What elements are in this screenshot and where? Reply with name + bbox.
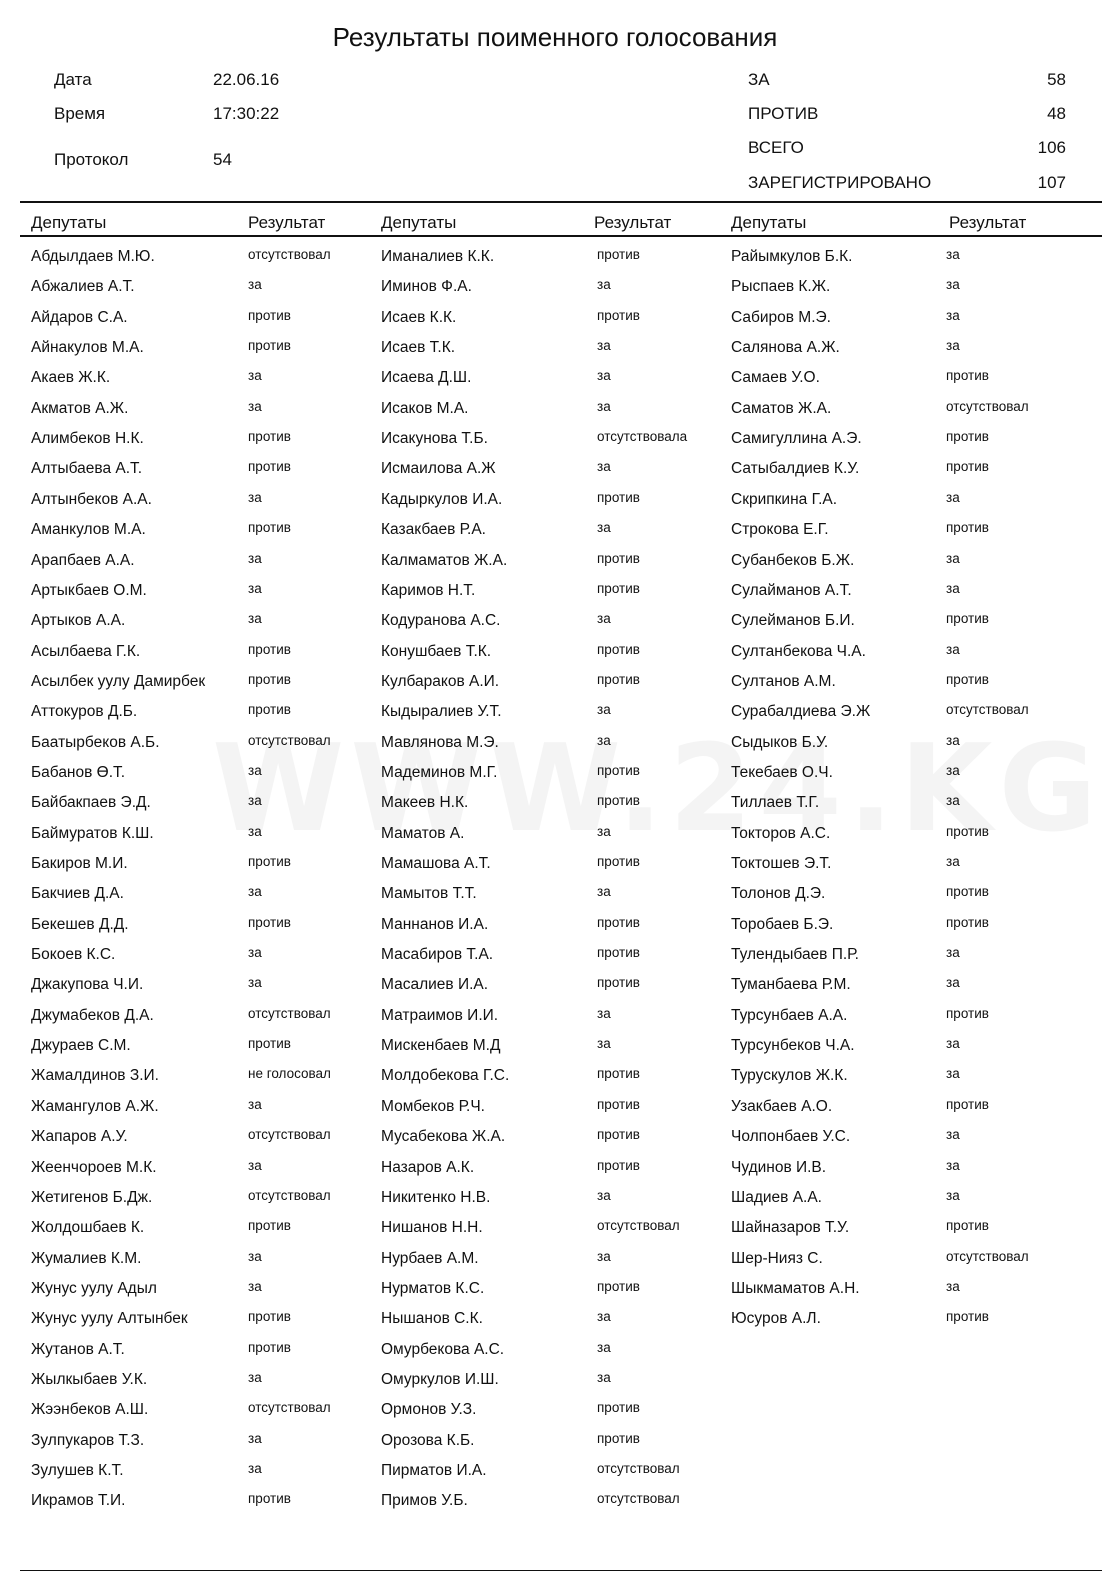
- vote-result: против: [248, 338, 291, 354]
- deputy-name: Арапбаев А.А.: [31, 551, 135, 569]
- deputy-name: Кодуранова А.С.: [381, 612, 501, 630]
- deputy-name: Абжалиев А.Т.: [31, 278, 135, 296]
- vote-result: против: [946, 1218, 989, 1234]
- deputy-name: Джураев С.М.: [31, 1037, 131, 1055]
- deputy-name: Момбеков Р.Ч.: [381, 1097, 485, 1115]
- deputy-name: Чудинов И.В.: [731, 1158, 827, 1176]
- za-value: 58: [1047, 70, 1066, 89]
- deputy-name: Райымкулов Б.К.: [731, 248, 853, 265]
- vote-result: за: [248, 762, 262, 778]
- deputy-name: Масалиев И.А.: [381, 976, 489, 994]
- deputy-name: Жамалдинов З.И.: [31, 1067, 159, 1085]
- vote-result: отсутствовал: [597, 1461, 680, 1476]
- deputy-name: Нурбаев А.М.: [381, 1249, 479, 1267]
- vote-result: за: [946, 732, 960, 748]
- deputy-name: Алимбеков Н.К.: [31, 430, 144, 448]
- vote-result: против: [597, 641, 640, 657]
- vote-result: за: [946, 1187, 960, 1203]
- deputy-name: Текебаев О.Ч.: [731, 763, 833, 781]
- vote-result: за: [946, 854, 960, 869]
- vote-result: против: [946, 1005, 989, 1021]
- vote-result: против: [597, 489, 640, 505]
- vote-result: за: [248, 489, 262, 505]
- vote-result: против: [597, 945, 640, 961]
- vote-result: против: [597, 854, 640, 869]
- vote-result: против: [597, 671, 640, 687]
- col2-header-deputies: Депутаты: [381, 213, 457, 232]
- deputy-name: Исаева Д.Ш.: [381, 369, 472, 387]
- vote-result: за: [248, 580, 262, 596]
- vote-result: против: [248, 641, 291, 657]
- deputy-name: Акаев Ж.К.: [31, 369, 111, 387]
- deputy-name: Жапаров А.У.: [31, 1128, 128, 1146]
- header-bottom-rule: [20, 235, 1102, 237]
- deputy-name: Артыков А.А.: [31, 612, 126, 630]
- deputy-name: Матраимов И.И.: [381, 1006, 499, 1024]
- deputy-name: Кадыркулов И.А.: [381, 490, 503, 508]
- deputy-name: Рыспаев К.Ж.: [731, 278, 831, 296]
- deputy-name: Тиллаев Т.Г.: [731, 794, 820, 812]
- vote-result: против: [946, 520, 989, 536]
- deputy-name: Мамытов Т.Т.: [381, 885, 477, 903]
- deputy-name: Байбакпаев Э.Д.: [31, 794, 151, 812]
- vote-result: против: [248, 520, 291, 536]
- deputy-name: Макеев Н.К.: [381, 794, 469, 812]
- deputy-name: Сабиров М.Э.: [731, 308, 831, 326]
- deputy-name: Жылкыбаев У.К.: [31, 1370, 148, 1388]
- deputy-name: Мискенбаев М.Д: [381, 1037, 501, 1055]
- vote-result: не голосовал: [248, 1066, 331, 1082]
- vote-result: за: [597, 732, 611, 748]
- vote-result: за: [946, 945, 960, 961]
- vote-result: за: [597, 338, 611, 354]
- col1-header-result: Результат: [248, 213, 326, 232]
- vote-result: против: [597, 580, 640, 596]
- vote-result: за: [248, 1157, 262, 1173]
- deputy-name: Шер-Нияз С.: [731, 1249, 823, 1267]
- vote-result: против: [248, 1036, 291, 1052]
- deputy-name: Бокоев К.С.: [31, 946, 116, 964]
- vote-result: против: [248, 702, 291, 718]
- time-value: 17:30:22: [213, 104, 280, 123]
- deputy-name: Торобаев Б.Э.: [731, 915, 834, 933]
- vote-result: отсутствовал: [597, 1491, 680, 1507]
- deputy-name: Толонов Д.Э.: [731, 885, 826, 903]
- deputy-name: Исаков М.А.: [381, 399, 469, 417]
- deputy-name: Жумалиев К.М.: [31, 1249, 142, 1267]
- vote-result: отсутствовал: [248, 1005, 331, 1021]
- vote-result: за: [946, 307, 960, 323]
- deputy-name: Аманкулов М.А.: [31, 521, 146, 539]
- deputy-name: Маннанов И.А.: [381, 915, 489, 933]
- vote-result: против: [248, 307, 291, 323]
- page-bottom-rule: [20, 1570, 1102, 1571]
- col3-header-result: Результат: [949, 213, 1027, 232]
- deputy-name: Конушбаев Т.К.: [381, 642, 492, 660]
- vote-result: за: [248, 884, 262, 900]
- vote-result: за: [597, 459, 611, 475]
- deputy-name: Токтошев Э.Т.: [731, 855, 832, 872]
- deputy-name: Омуркулов И.Ш.: [381, 1370, 499, 1388]
- vote-result: за: [946, 1036, 960, 1052]
- deputy-name: Жетигенов Б.Дж.: [31, 1188, 153, 1206]
- vote-result: за: [946, 338, 960, 354]
- vote-result: отсутствовал: [248, 1127, 331, 1143]
- vote-result: против: [597, 793, 640, 809]
- date-value: 22.06.16: [213, 70, 280, 89]
- vote-result: против: [248, 854, 291, 869]
- deputy-name: Мадеминов М.Г.: [381, 763, 498, 781]
- vote-result: за: [946, 1127, 960, 1143]
- deputy-name: Джакупова Ч.И.: [31, 976, 144, 994]
- deputy-name: Сулайманов А.Т.: [731, 581, 852, 599]
- deputy-name: Асылбаева Г.К.: [31, 642, 141, 660]
- vote-result: за: [597, 1339, 611, 1355]
- vsego-value: 106: [1037, 138, 1066, 157]
- vote-result: за: [248, 277, 262, 293]
- vote-result: за: [597, 702, 611, 718]
- vote-result: за: [597, 1309, 611, 1325]
- time-label: Время: [54, 104, 106, 123]
- deputy-name: Исаев К.К.: [381, 308, 457, 326]
- vote-result: против: [597, 1066, 640, 1082]
- vote-result: отсутствовал: [597, 1218, 680, 1234]
- vote-result: против: [597, 307, 640, 323]
- vote-result: отсутствовал: [946, 702, 1029, 718]
- vote-result: за: [946, 247, 960, 262]
- col1-header-deputies: Депутаты: [31, 213, 107, 232]
- deputy-name: Туманбаева Р.М.: [731, 976, 851, 994]
- vote-result: за: [248, 1096, 262, 1112]
- registered-label: ЗАРЕГИСТРИРОВАНО: [748, 173, 932, 192]
- vote-result: за: [248, 1278, 262, 1294]
- deputy-name: Акматов А.Ж.: [31, 399, 129, 417]
- deputy-name: Чолпонбаев У.С.: [731, 1128, 851, 1146]
- vote-result: против: [597, 550, 640, 566]
- protocol-label: Протокол: [54, 150, 129, 169]
- deputy-name: Строкова Е.Г.: [731, 521, 829, 539]
- deputy-name: Сулейманов Б.И.: [731, 612, 855, 630]
- vote-result: против: [248, 1309, 291, 1325]
- vote-result: за: [597, 1005, 611, 1021]
- deputy-name: Калмаматов Ж.А.: [381, 551, 508, 569]
- header-top-rule: [20, 201, 1102, 203]
- deputy-name: Сурабалдиева Э.Ж: [731, 703, 871, 721]
- vote-result: за: [248, 398, 262, 414]
- deputy-name: Назаров А.К.: [381, 1158, 475, 1176]
- deputy-name: Исаев Т.К.: [381, 339, 456, 357]
- vote-result: за: [946, 580, 960, 596]
- za-label: ЗА: [748, 70, 770, 89]
- deputy-name: Пирматов И.А.: [381, 1462, 487, 1479]
- deputy-name: Кыдыралиев У.Т.: [381, 703, 502, 721]
- vsego-label: ВСЕГО: [748, 138, 804, 157]
- vote-result: против: [248, 459, 291, 475]
- deputy-name: Шадиев А.А.: [731, 1188, 822, 1206]
- deputy-name: Салянова А.Ж.: [731, 339, 840, 357]
- deputy-name: Асылбек уулу Дамирбек: [31, 672, 206, 690]
- vote-result: за: [597, 1187, 611, 1203]
- vote-result: за: [946, 641, 960, 657]
- vote-result: за: [946, 975, 960, 991]
- vote-result: против: [597, 914, 640, 930]
- vote-result: за: [946, 1157, 960, 1173]
- vote-table: [0, 244, 1110, 1544]
- vote-result: против: [248, 1491, 291, 1507]
- deputy-name: Артыкбаев О.М.: [31, 581, 147, 599]
- vote-result: за: [248, 1461, 262, 1476]
- vote-result: против: [248, 671, 291, 687]
- deputy-name: Нышанов С.К.: [381, 1310, 483, 1328]
- deputy-name: Каримов Н.Т.: [381, 581, 476, 599]
- deputy-name: Жээнбеков А.Ш.: [31, 1401, 149, 1419]
- deputy-name: Икрамов Т.И.: [31, 1492, 126, 1510]
- deputy-name: Исакунова Т.Б.: [381, 430, 488, 448]
- deputy-name: Зулушев К.Т.: [31, 1462, 124, 1479]
- deputy-name: Султанов А.М.: [731, 672, 836, 690]
- protiv-label: ПРОТИВ: [748, 104, 819, 123]
- vote-result: за: [597, 398, 611, 414]
- deputy-name: Шайназаров Т.У.: [731, 1219, 850, 1237]
- vote-result: за: [248, 945, 262, 961]
- vote-result: отсутствовал: [946, 1248, 1029, 1264]
- vote-result: против: [597, 1096, 640, 1112]
- vote-result: против: [597, 247, 640, 262]
- deputy-name: Самигуллина А.Э.: [731, 430, 862, 448]
- deputy-name: Иманалиев К.К.: [381, 248, 495, 265]
- deputy-name: Омурбекова А.С.: [381, 1340, 505, 1358]
- vote-result: за: [248, 368, 262, 384]
- deputy-name: Жутанов А.Т.: [31, 1340, 125, 1358]
- col3-header-deputies: Депутаты: [731, 213, 807, 232]
- deputy-name: Скрипкина Г.А.: [731, 490, 838, 508]
- vote-result: за: [946, 277, 960, 293]
- deputy-name: Сыдыков Б.У.: [731, 733, 829, 751]
- deputy-name: Жамангулов А.Ж.: [31, 1097, 159, 1115]
- vote-result: против: [597, 1157, 640, 1173]
- deputy-name: Жолдошбаев К.: [31, 1219, 145, 1237]
- vote-result: за: [597, 823, 611, 839]
- vote-result: за: [248, 1248, 262, 1264]
- vote-result: за: [946, 550, 960, 566]
- deputy-name: Айдаров С.А.: [31, 308, 128, 326]
- deputy-name: Алтынбеков А.А.: [31, 490, 152, 508]
- page-title: Результаты поименного голосования: [332, 22, 778, 52]
- deputy-name: Орозова К.Б.: [381, 1431, 475, 1449]
- vote-result: против: [946, 1096, 989, 1112]
- vote-result: против: [248, 429, 291, 445]
- vote-result: за: [597, 1036, 611, 1052]
- deputy-name: Султанбекова Ч.А.: [731, 642, 866, 660]
- deputy-name: Субанбеков Б.Ж.: [731, 551, 855, 569]
- vote-result: против: [597, 1430, 640, 1446]
- vote-result: отсутствовал: [248, 1400, 331, 1416]
- vote-result: за: [248, 611, 262, 627]
- deputy-name: Маматов А.: [381, 824, 465, 842]
- vote-result: за: [248, 823, 262, 839]
- deputy-name: Зулпукаров Т.З.: [31, 1431, 145, 1449]
- vote-result: против: [946, 914, 989, 930]
- deputy-name: Самаев У.О.: [731, 369, 820, 387]
- vote-result: отсутствовал: [248, 1187, 331, 1203]
- vote-result: за: [597, 520, 611, 536]
- registered-value: 107: [1037, 173, 1066, 192]
- deputy-name: Исмаилова А.Ж: [381, 460, 496, 478]
- deputy-name: Бакиров М.И.: [31, 855, 128, 872]
- deputy-name: Узакбаев А.О.: [731, 1097, 833, 1115]
- vote-result: против: [597, 975, 640, 991]
- deputy-name: Бабанов Ө.Т.: [31, 763, 126, 781]
- deputy-name: Мамашова А.Т.: [381, 855, 491, 872]
- deputy-name: Бакчиев Д.А.: [31, 885, 124, 903]
- protocol-value: 54: [213, 150, 232, 169]
- deputy-name: Турускулов Ж.К.: [731, 1067, 848, 1085]
- vote-result: против: [946, 368, 989, 384]
- deputy-name: Турсунбаев А.А.: [731, 1006, 848, 1024]
- deputy-name: Молдобекова Г.С.: [381, 1067, 510, 1085]
- vote-result: против: [946, 884, 989, 900]
- deputy-name: Сатыбалдиев К.У.: [731, 460, 860, 478]
- deputy-name: Жеенчороев М.К.: [31, 1158, 157, 1176]
- vote-result: против: [946, 823, 989, 839]
- vote-result: за: [597, 277, 611, 293]
- vote-result: против: [946, 429, 989, 445]
- vote-result: против: [946, 1309, 989, 1325]
- deputy-name: Жунус уулу Адыл: [31, 1279, 157, 1297]
- deputy-name: Аттокуров Д.Б.: [31, 703, 138, 721]
- deputy-name: Баймуратов К.Ш.: [31, 824, 154, 842]
- vote-result: за: [946, 793, 960, 809]
- vote-result: отсутствовал: [248, 732, 331, 748]
- vote-result: за: [597, 884, 611, 900]
- deputy-name: Нурматов К.С.: [381, 1279, 485, 1297]
- col2-header-result: Результат: [594, 213, 672, 232]
- deputy-name: Бекешев Д.Д.: [31, 915, 129, 933]
- vote-result: против: [248, 1339, 291, 1355]
- vote-result: против: [946, 459, 989, 475]
- vote-result: за: [248, 550, 262, 566]
- vote-result: против: [597, 762, 640, 778]
- deputy-name: Абдылдаев М.Ю.: [31, 248, 155, 265]
- vote-result: за: [597, 368, 611, 384]
- deputy-name: Примов У.Б.: [381, 1492, 468, 1510]
- deputy-name: Кулбараков А.И.: [381, 672, 500, 690]
- deputy-name: Ормонов У.З.: [381, 1401, 477, 1419]
- deputy-name: Алтыбаева А.Т.: [31, 460, 143, 478]
- deputy-name: Токторов А.С.: [731, 824, 831, 842]
- vote-result: против: [248, 914, 291, 930]
- vote-result: за: [248, 1369, 262, 1385]
- vote-result: за: [946, 762, 960, 778]
- vote-result: против: [597, 1127, 640, 1143]
- vote-result: против: [597, 1278, 640, 1294]
- deputy-name: Нишанов Н.Н.: [381, 1219, 483, 1237]
- deputy-name: Мусабекова Ж.А.: [381, 1128, 506, 1146]
- vote-result: за: [248, 1430, 262, 1446]
- deputy-name: Джумабеков Д.А.: [31, 1006, 154, 1024]
- protiv-value: 48: [1047, 104, 1066, 123]
- vote-result: против: [946, 671, 989, 687]
- deputy-name: Саматов Ж.А.: [731, 399, 832, 417]
- deputy-name: Баатырбеков А.Б.: [31, 733, 160, 751]
- vote-result: за: [597, 611, 611, 627]
- vote-result: за: [946, 489, 960, 505]
- deputy-name: Казакбаев Р.А.: [381, 521, 486, 539]
- vote-result: отсутствовала: [597, 429, 688, 445]
- vote-result: за: [248, 975, 262, 991]
- deputy-name: Мавлянова М.Э.: [381, 733, 499, 751]
- deputy-name: Айнакулов М.А.: [31, 339, 144, 357]
- vote-result: против: [248, 1218, 291, 1234]
- vote-result: за: [597, 1369, 611, 1385]
- deputy-name: Турсунбеков Ч.А.: [731, 1037, 855, 1055]
- vote-result: за: [248, 793, 262, 809]
- vote-result: против: [597, 1400, 640, 1416]
- vote-result: отсутствовал: [248, 247, 331, 262]
- vote-result: за: [946, 1066, 960, 1082]
- deputy-name: Шыкмаматов А.Н.: [731, 1279, 860, 1297]
- deputy-name: Никитенко Н.В.: [381, 1188, 491, 1206]
- deputy-name: Масабиров Т.А.: [381, 946, 494, 964]
- deputy-name: Жунус уулу Алтынбек: [31, 1310, 188, 1328]
- deputy-name: Юсуров А.Л.: [731, 1310, 821, 1328]
- vote-result: за: [946, 1278, 960, 1294]
- deputy-name: Иминов Ф.А.: [381, 278, 472, 296]
- vote-result: против: [946, 611, 989, 627]
- vote-result: отсутствовал: [946, 398, 1029, 414]
- date-label: Дата: [54, 70, 92, 89]
- vote-result: за: [597, 1248, 611, 1264]
- deputy-name: Тулендыбаев П.Р.: [731, 946, 859, 964]
